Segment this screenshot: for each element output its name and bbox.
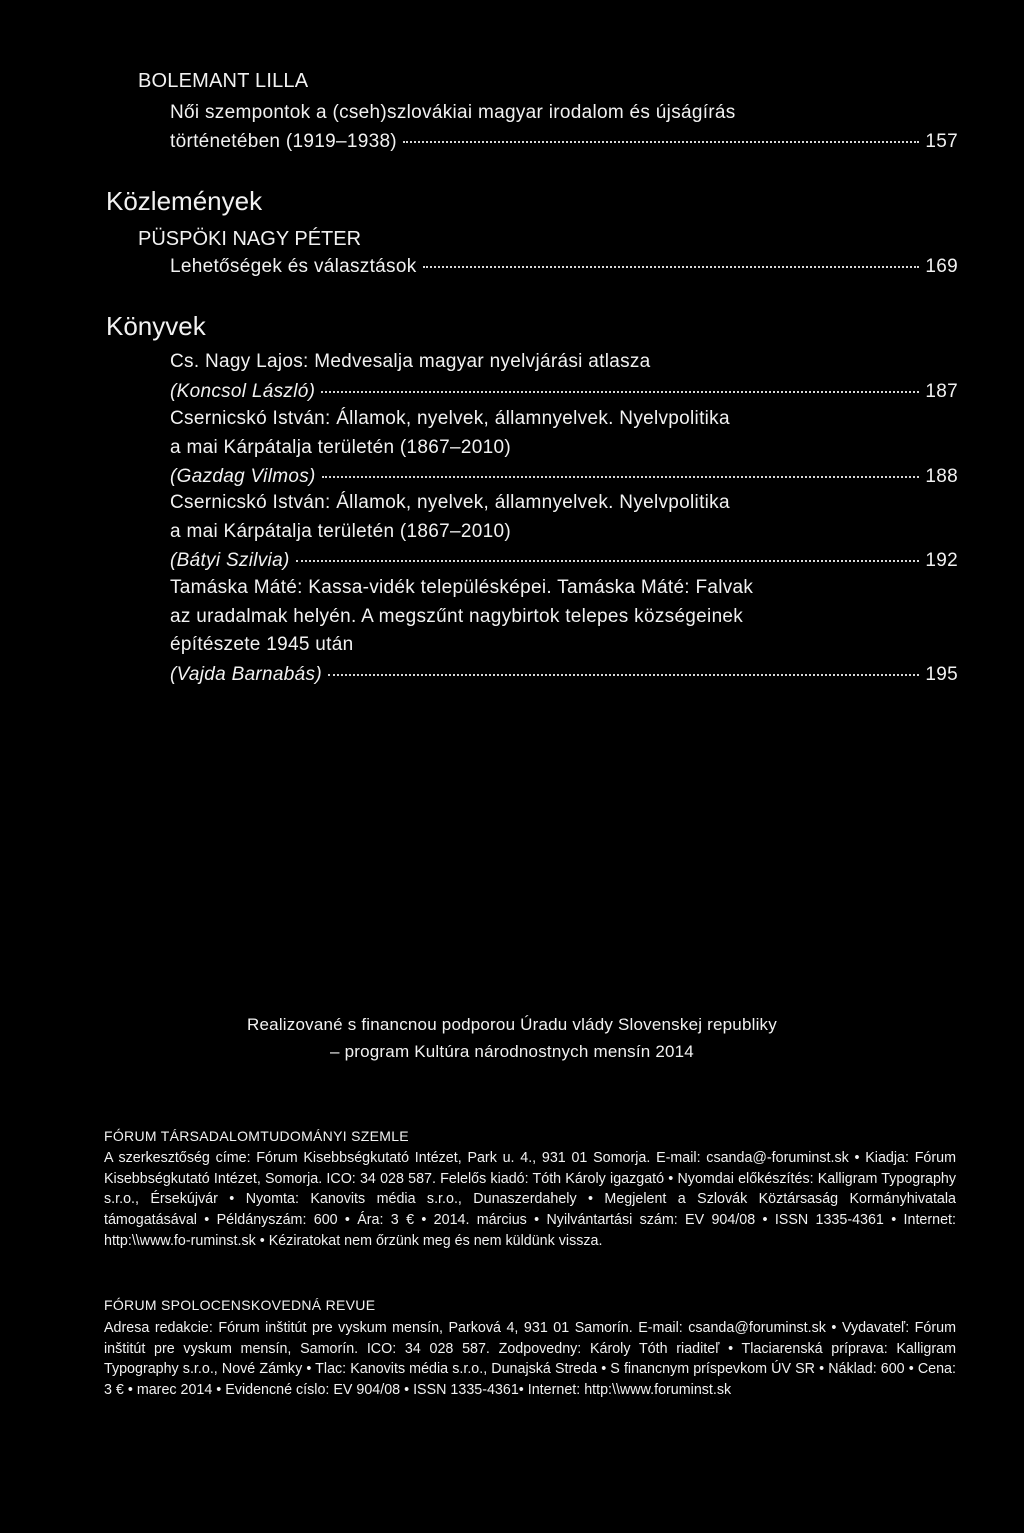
toc-review-3 [170, 550, 958, 572]
leader-dots [321, 391, 919, 393]
review-3-line1: Csernicskó István: Államok, nyelvek, államnyelvek. Nyelvpolitika [170, 492, 730, 513]
leader-dots [296, 560, 920, 562]
author-bolemant: BOLEMANT LILLA [138, 70, 309, 92]
leader-dots [423, 266, 920, 268]
review-3-line2: a mai Kárpátalja területén (1867–2010) [170, 521, 511, 542]
imprint-sk-heading: FÓRUM SPOLOCENSKOVEDNÁ REVUE [104, 1297, 376, 1313]
review-1-line1: Cs. Nagy Lajos: Medvesalja magyar nyelvjárási atlasza [170, 351, 651, 372]
toc-entry-1 [170, 131, 958, 153]
toc-entry-2 [170, 256, 958, 278]
review-4-reviewer: (Vajda Barnabás) [170, 664, 322, 685]
leader-dots [328, 674, 919, 676]
entry-2-title: Lehetőségek és választások [170, 256, 417, 277]
toc-review-2 [170, 466, 958, 488]
support-line-1: Realizované s financnou podporou Úradu vlády Slovenskej republiky [247, 1015, 777, 1034]
review-3-reviewer: (Bátyi Szilvia) [170, 550, 290, 571]
entry-1-title-line2: történetében (1919–1938) [170, 131, 397, 152]
review-2-line1: Csernicskó István: Államok, nyelvek, államnyelvek. Nyelvpolitika [170, 408, 730, 429]
imprint-hu-text: A szerkesztőség címe: Fórum Kisebbségkutató Intézet, Park u. 4., 931 01 Somorja. E-mail: csanda@-foruminst.sk • Kiadja: Fórum Kisebbségkutató Intézet, Somorja. ICO: 34 028 587. Felelős kiadó: Tóth Károly igazgató • Nyomdai előkészítés: Kalligram Typography s.r.o., Érsekújvár • Nyomta: Kanovits média s.r.o., Dunaszerdahely • Megjelent a Szlovák Köztársaság Kormányhivatala támogatásával • Példányszám: 600 • Ára: 3 € • 2014. március • Nyilvántartási szám: EV 904/08 • ISSN 1335-4361 • Internet: http:\\www.fo-ruminst.sk • Kéziratokat nem őrzünk meg és nem küldünk vissza. [104, 1150, 956, 1249]
review-4-page: 195 [925, 664, 958, 685]
support-line-2: – program Kultúra národnostnych mensín 2014 [330, 1042, 694, 1061]
entry-1-page: 157 [925, 131, 958, 152]
review-2-line2: a mai Kárpátalja területén (1867–2010) [170, 437, 511, 458]
review-3-page: 192 [925, 550, 958, 571]
review-1-page: 187 [925, 381, 958, 402]
review-2-reviewer: (Gazdag Vilmos) [170, 466, 316, 487]
review-2-page: 188 [925, 466, 958, 487]
review-1-reviewer: (Koncsol László) [170, 381, 316, 402]
entry-2-page: 169 [925, 256, 958, 277]
author-puspoki: PÜSPÖKI NAGY PÉTER [138, 228, 362, 250]
review-4-line3: építészete 1945 után [170, 634, 354, 655]
section-konyvek: Könyvek [106, 311, 206, 341]
entry-1-title-line1: Női szempontok a (cseh)szlovákiai magyar irodalom és újságírás [170, 102, 736, 123]
imprint-sk-text: Adresa redakcie: Fórum inštitút pre vyskum mensín, Parková 4, 931 01 Samorín. E-mail: csanda@foruminst.sk • Vydavateľ: Fórum inštitút pre vyskum mensín, Samorín. ICO: 34 028 587. Zodpovedny: Károly Tóth riaditeľ • Tlaciarenská príprava: Kalligram Typography s.r.o., Nové Zámky • Tlac: Kanovits média s.r.o., Dunajská Streda • S financnym príspevkom ÚV SR • Náklad: 600 • Cena: 3 € • marec 2014 • Evidencné císlo: EV 904/08 • ISSN 1335-4361• Internet: http:\\www.foruminst.sk [104, 1320, 956, 1399]
section-kozlemenyek: Közlemények [106, 186, 263, 216]
leader-dots [322, 476, 920, 478]
review-4-line1: Tamáska Máté: Kassa-vidék településképei. Tamáska Máté: Falvak [170, 577, 754, 598]
imprint-hu-heading: FÓRUM TÁRSADALOMTUDOMÁNYI SZEMLE [104, 1128, 409, 1144]
review-4-line2: az uradalmak helyén. A megszűnt nagybirtok telepes községeinek [170, 606, 744, 627]
toc-review-1 [170, 381, 958, 403]
toc-review-4 [170, 664, 958, 686]
leader-dots [403, 141, 919, 143]
